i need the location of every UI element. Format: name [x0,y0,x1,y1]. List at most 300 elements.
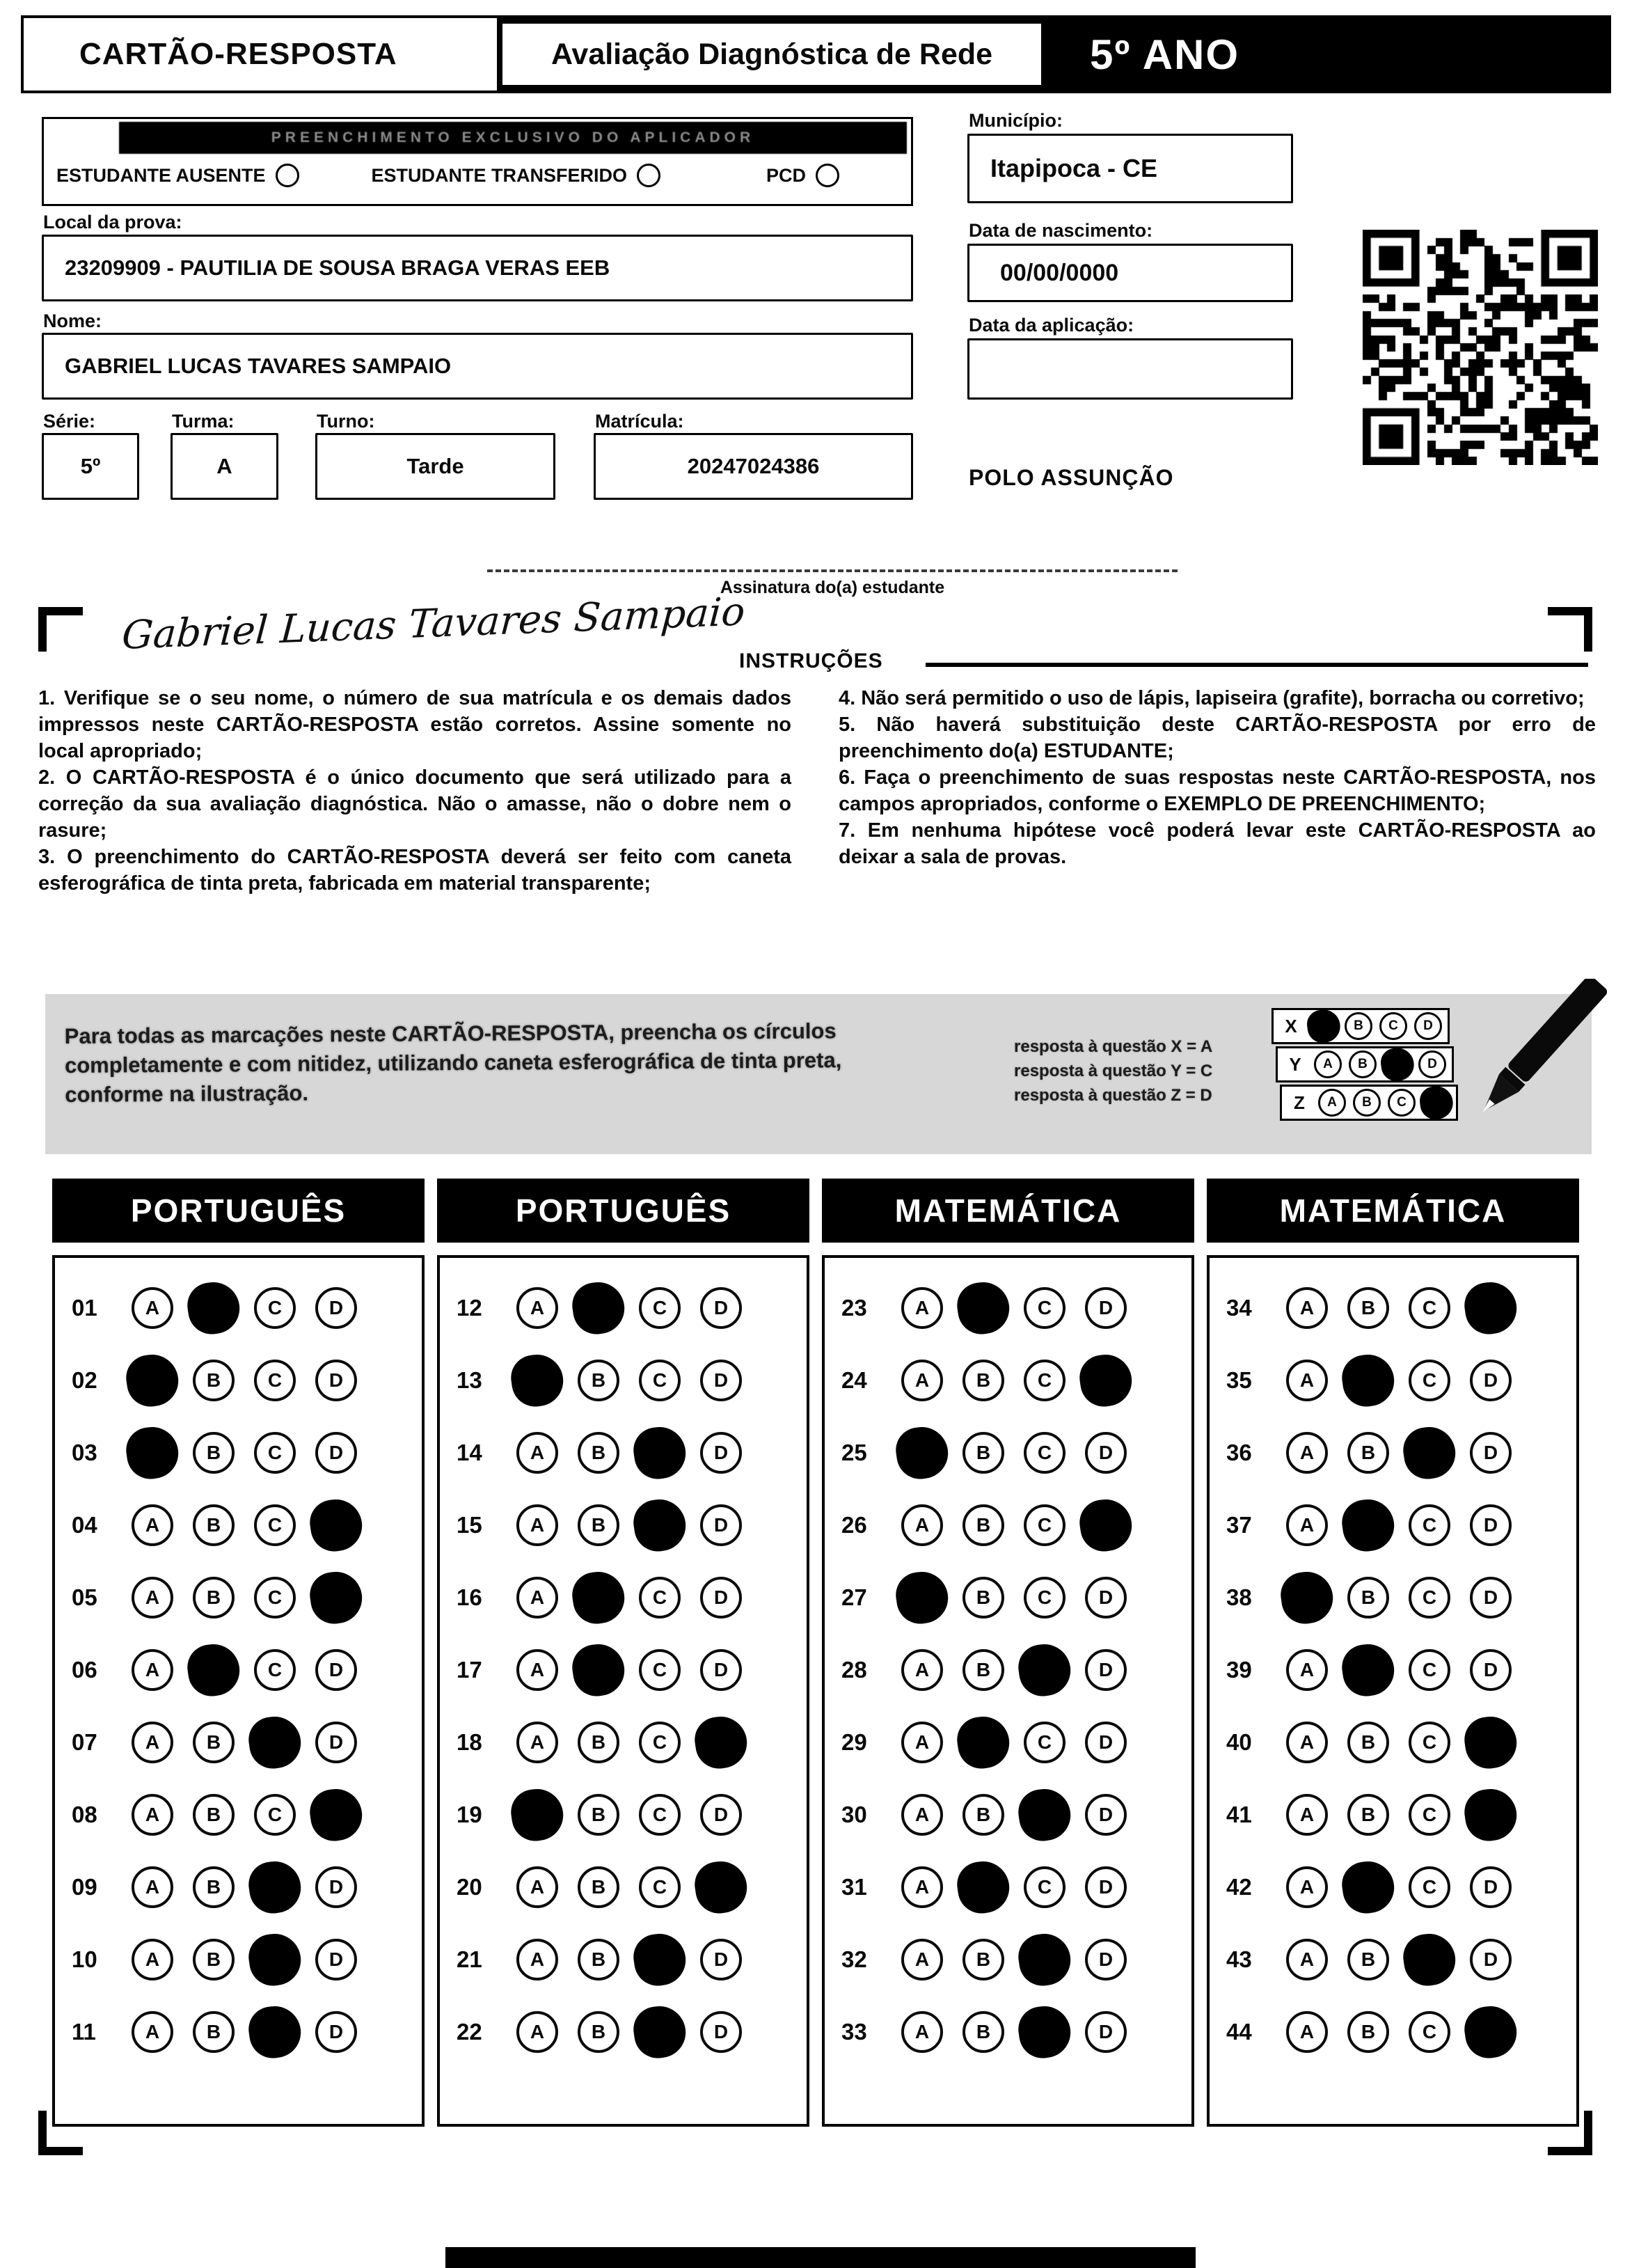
answer-bubble-40-C[interactable]: C [1409,1722,1450,1763]
instruction-item: 5. Não haverá substituição deste CARTÃO-RESPOSTA por erro de preenchimento do(a) ESTUDANTE; [839,714,1596,762]
answer-bubble-10-C[interactable] [248,1932,303,1987]
question-row-02 [72,1344,422,1417]
answer-bubble-13-D[interactable]: D [700,1360,742,1401]
answer-bubble-34-A[interactable]: A [1286,1287,1328,1329]
answer-bubble-25-C[interactable]: C [1024,1432,1065,1474]
question-row-41 [1226,1779,1576,1851]
nascimento-label: Data de nascimento: [969,220,1153,241]
answer-bubble-21-D[interactable]: D [700,1939,742,1980]
answer-bubble-08-D[interactable] [309,1788,364,1843]
answer-bubble-42-A[interactable]: A [1286,1866,1328,1908]
answer-bubble-03-B[interactable]: B [193,1432,235,1474]
answer-bubble-34-D[interactable] [1464,1281,1519,1336]
answer-bubble-40-D[interactable] [1464,1715,1519,1770]
example-bubble-Z-C: C [1388,1089,1416,1117]
question-number: 25 [841,1440,867,1465]
answer-bubble-14-A[interactable]: A [516,1432,558,1474]
answer-bubble-43-B[interactable]: B [1347,1939,1389,1980]
answer-bubble-38-A[interactable] [1280,1570,1335,1625]
corner-mark-bottom-left [38,2111,83,2155]
question-row-09 [72,1851,422,1923]
answer-column-1 [52,1179,425,2127]
question-number: 33 [841,2019,867,2045]
answer-bubble-43-A[interactable]: A [1286,1939,1328,1980]
question-row-10 [72,1923,422,1996]
answer-bubble-31-A[interactable]: A [901,1866,943,1908]
answer-bubble-39-D[interactable]: D [1470,1649,1512,1691]
answer-bubble-23-C[interactable]: C [1024,1287,1065,1329]
answer-bubble-26-B[interactable]: B [962,1504,1004,1546]
answer-bubble-16-D[interactable]: D [700,1577,742,1619]
answer-bubble-36-C[interactable] [1402,1426,1457,1481]
answer-bubble-29-D[interactable]: D [1085,1722,1127,1763]
question-number: 10 [72,1946,97,1972]
question-row-23 [841,1272,1191,1344]
answer-bubble-12-C[interactable]: C [639,1287,681,1329]
question-number: 23 [841,1295,867,1321]
answer-bubble-40-A[interactable]: A [1286,1722,1328,1763]
answer-bubble-35-C[interactable]: C [1409,1360,1450,1401]
question-row-03 [72,1417,422,1489]
signature-label: Assinatura do(a) estudante [720,578,945,597]
answer-bubble-24-C[interactable]: C [1024,1360,1065,1401]
question-number: 28 [841,1657,867,1683]
answer-bubble-08-B[interactable]: B [193,1794,235,1836]
question-row-21 [457,1923,807,1996]
fill-example-grid [1271,1008,1458,1123]
answer-bubble-27-D[interactable]: D [1085,1577,1127,1619]
corner-mark-bottom-right [1548,2111,1592,2155]
answer-bubble-34-B[interactable]: B [1347,1287,1389,1329]
answer-bubble-02-B[interactable]: B [193,1360,235,1401]
answer-bubble-37-B[interactable] [1341,1498,1396,1553]
question-row-29 [841,1706,1191,1779]
question-number: 13 [457,1367,482,1393]
example-bubble-X-D: D [1414,1012,1442,1040]
answer-bubble-11-C[interactable] [248,2005,303,2060]
question-number: 22 [457,2019,482,2045]
nome-field: GABRIEL LUCAS TAVARES SAMPAIO [42,333,913,400]
question-row-07 [72,1706,422,1779]
answer-bubble-39-B[interactable] [1341,1643,1396,1698]
question-number: 42 [1226,1874,1252,1900]
answer-bubble-41-C[interactable]: C [1409,1794,1450,1836]
answer-bubble-28-D[interactable]: D [1085,1649,1127,1691]
answer-bubble-19-C[interactable]: C [639,1794,681,1836]
question-row-33 [841,1996,1191,2068]
status-option-estudante-transferido [372,164,661,187]
question-row-27 [841,1561,1191,1634]
answer-bubble-30-A[interactable]: A [901,1794,943,1836]
status-checkbox-row [44,154,911,187]
answer-bubble-08-A[interactable]: A [132,1794,173,1836]
example-legend-line: resposta à questão Y = C [1014,1062,1213,1080]
municipio-field: Itapipoca - CE [967,134,1293,203]
qr-code [1363,230,1598,465]
answer-bubble-03-A[interactable] [125,1426,180,1481]
answer-bubble-11-D[interactable]: D [315,2011,357,2053]
answer-bubble-18-C[interactable]: C [639,1722,681,1763]
answer-bubble-21-C[interactable] [633,1932,688,1987]
answer-bubble-32-D[interactable]: D [1085,1939,1127,1980]
question-number: 37 [1226,1512,1252,1538]
answer-bubble-32-A[interactable]: A [901,1939,943,1980]
answer-bubble-05-B[interactable]: B [193,1577,235,1619]
answer-bubble-05-D[interactable] [309,1570,364,1625]
answer-bubble-29-B[interactable] [956,1715,1011,1770]
answer-bubble-06-B[interactable] [187,1643,241,1698]
answer-bubble-08-C[interactable]: C [254,1794,296,1836]
answer-bubble-20-C[interactable]: C [639,1866,681,1908]
answer-bubble-33-B[interactable]: B [962,2011,1004,2053]
question-number: 09 [72,1874,97,1900]
answer-bubble-13-C[interactable]: C [639,1360,681,1401]
corner-mark-top-left [38,607,83,652]
fill-example-legend [1014,1034,1251,1108]
answer-bubble-24-A[interactable]: A [901,1360,943,1401]
turno-label: Turno: [317,411,375,432]
question-number: 19 [457,1802,482,1827]
answer-bubble-44-D[interactable] [1464,2005,1519,2060]
answer-bubble-09-A[interactable]: A [132,1866,173,1908]
example-row-label: Y [1289,1053,1301,1075]
answer-bubble-04-D[interactable] [309,1498,364,1553]
example-bubble-X-B: B [1345,1012,1372,1040]
answer-bubble-09-D[interactable]: D [315,1866,357,1908]
answer-bubble-12-A[interactable]: A [516,1287,558,1329]
question-number: 02 [72,1367,97,1393]
answer-bubble-43-D[interactable]: D [1470,1939,1512,1980]
answer-bubble-07-A[interactable]: A [132,1722,173,1763]
answer-bubble-20-A[interactable]: A [516,1866,558,1908]
answer-bubble-34-C[interactable]: C [1409,1287,1450,1329]
answer-bubble-03-D[interactable]: D [315,1432,357,1474]
answer-bubble-36-D[interactable]: D [1470,1432,1512,1474]
question-row-31 [841,1851,1191,1923]
answer-bubble-44-C[interactable]: C [1409,2011,1450,2053]
instructions-rule [926,663,1588,667]
answer-bubble-13-B[interactable]: B [578,1360,619,1401]
answer-bubble-01-B[interactable] [187,1281,241,1336]
answer-bubble-04-B[interactable]: B [193,1504,235,1546]
question-number: 36 [1226,1440,1252,1465]
answer-bubble-09-C[interactable] [248,1860,303,1915]
answer-bubble-38-D[interactable]: D [1470,1577,1512,1619]
question-number: 05 [72,1584,97,1610]
answer-bubble-40-B[interactable]: B [1347,1722,1389,1763]
answer-column-box [437,1255,809,2127]
answer-bubble-28-A[interactable]: A [901,1649,943,1691]
answer-bubble-32-B[interactable]: B [962,1939,1004,1980]
answer-bubble-02-D[interactable]: D [315,1360,357,1401]
answer-bubble-15-C[interactable] [633,1498,688,1553]
answer-bubble-31-C[interactable]: C [1024,1866,1065,1908]
answer-bubble-14-D[interactable]: D [700,1432,742,1474]
example-row-Y [1276,1046,1454,1082]
answer-bubble-22-B[interactable]: B [578,2011,619,2053]
answer-bubble-22-C[interactable] [633,2005,688,2060]
answer-bubble-14-C[interactable] [633,1426,688,1481]
fill-example-text: Para todas as marcações neste CARTÃO-RESPOSTA, preencha os círculos completamente e com nitidez, utilizando caneta esferográfica de tinta preta, conforme na ilustração. [64,1018,842,1108]
answer-bubble-28-C[interactable] [1017,1643,1072,1698]
answer-bubble-19-A[interactable] [510,1788,565,1843]
example-bubble-Z-D [1418,1085,1455,1121]
answer-grid [52,1179,1579,2127]
answer-bubble-44-B[interactable]: B [1347,2011,1389,2053]
answer-bubble-43-C[interactable] [1402,1932,1457,1987]
answer-bubble-17-B[interactable] [571,1643,626,1698]
question-row-25 [841,1417,1191,1489]
answer-bubble-15-A[interactable]: A [516,1504,558,1546]
status-option-label: ESTUDANTE TRANSFERIDO [371,164,628,186]
answer-column-title: PORTUGUÊS [52,1179,425,1243]
answer-bubble-41-B[interactable]: B [1347,1794,1389,1836]
instruction-item: 4. Não será permitido o uso de lápis, lapiseira (grafite), borracha ou corretivo; [839,687,1585,709]
answer-bubble-20-B[interactable]: B [578,1866,619,1908]
answer-bubble-21-B[interactable]: B [578,1939,619,1980]
example-bubble-Y-B: B [1349,1050,1377,1078]
example-legend-line: resposta à questão X = A [1014,1037,1213,1056]
question-row-13 [457,1344,807,1417]
answer-bubble-41-D[interactable] [1464,1788,1519,1843]
example-row-label: Z [1294,1092,1305,1113]
answer-bubble-02-C[interactable]: C [254,1360,296,1401]
question-row-18 [457,1706,807,1779]
example-bubble-X-A [1306,1008,1342,1045]
answer-bubble-25-B[interactable]: B [962,1432,1004,1474]
answer-bubble-27-C[interactable]: C [1024,1577,1065,1619]
answer-bubble-37-C[interactable]: C [1409,1504,1450,1546]
answer-bubble-06-A[interactable]: A [132,1649,173,1691]
corner-mark-top-right [1548,607,1592,652]
answer-bubble-25-A[interactable] [895,1426,950,1481]
answer-column-title: MATEMÁTICA [1207,1179,1579,1243]
answer-bubble-26-A[interactable]: A [901,1504,943,1546]
fill-example-section [45,994,1592,1154]
question-row-17 [457,1634,807,1706]
question-row-01 [72,1272,422,1344]
answer-bubble-13-A[interactable] [510,1353,565,1408]
answer-bubble-29-A[interactable]: A [901,1722,943,1763]
answer-bubble-23-D[interactable]: D [1085,1287,1127,1329]
answer-bubble-27-B[interactable]: B [962,1577,1004,1619]
status-option-label: PCD [766,164,807,186]
question-number: 11 [72,2019,96,2045]
answer-bubble-33-A[interactable]: A [901,2011,943,2053]
answer-bubble-39-C[interactable]: C [1409,1649,1450,1691]
answer-bubble-18-D[interactable] [694,1715,749,1770]
answer-bubble-32-C[interactable] [1017,1932,1072,1987]
answer-bubble-38-C[interactable]: C [1409,1577,1450,1619]
answer-bubble-21-A[interactable]: A [516,1939,558,1980]
answer-bubble-17-A[interactable]: A [516,1649,558,1691]
answer-bubble-36-B[interactable]: B [1347,1432,1389,1474]
question-row-26 [841,1489,1191,1561]
answer-bubble-14-B[interactable]: B [578,1432,619,1474]
instruction-item: 1. Verifique se o seu nome, o número de sua matrícula e os demais dados impressos neste CARTÃO-RESPOSTA estão corretos. Assine somente no local apropriado; [38,687,791,762]
answer-bubble-07-D[interactable]: D [315,1722,357,1763]
example-bubble-Y-A: A [1314,1050,1342,1078]
question-row-24 [841,1344,1191,1417]
question-row-20 [457,1851,807,1923]
answer-bubble-05-A[interactable]: A [132,1577,173,1619]
question-row-14 [457,1417,807,1489]
answer-bubble-18-B[interactable]: B [578,1722,619,1763]
local-field: 23209909 - PAUTILIA DE SOUSA BRAGA VERAS EEB [42,235,913,301]
answer-column-3 [822,1179,1194,2127]
answer-bubble-10-A[interactable]: A [132,1939,173,1980]
question-row-40 [1226,1706,1576,1779]
answer-bubble-01-D[interactable]: D [315,1287,357,1329]
answer-bubble-33-D[interactable]: D [1085,2011,1127,2053]
answer-bubble-37-D[interactable]: D [1470,1504,1512,1546]
answer-bubble-17-C[interactable]: C [639,1649,681,1691]
question-row-22 [457,1996,807,2068]
answer-bubble-26-C[interactable]: C [1024,1504,1065,1546]
answer-bubble-06-C[interactable]: C [254,1649,296,1691]
answer-bubble-09-B[interactable]: B [193,1866,235,1908]
answer-bubble-11-A[interactable]: A [132,2011,173,2053]
answer-bubble-01-C[interactable]: C [254,1287,296,1329]
question-number: 14 [457,1440,482,1465]
answer-bubble-03-C[interactable]: C [254,1432,296,1474]
answer-bubble-31-D[interactable]: D [1085,1866,1127,1908]
answer-bubble-15-B[interactable]: B [578,1504,619,1546]
matricula-label: Matrícula: [595,411,684,432]
answer-bubble-28-B[interactable]: B [962,1649,1004,1691]
answer-bubble-27-A[interactable] [895,1570,950,1625]
answer-bubble-22-D[interactable]: D [700,2011,742,2053]
example-row-X [1271,1008,1450,1044]
question-number: 20 [457,1874,482,1900]
answer-bubble-42-B[interactable] [1341,1860,1396,1915]
example-row-label: X [1285,1015,1297,1037]
answer-bubble-35-B[interactable] [1341,1353,1396,1408]
question-row-19 [457,1779,807,1851]
answer-bubble-39-A[interactable]: A [1286,1649,1328,1691]
answer-column-4 [1207,1179,1579,2127]
question-number: 41 [1226,1802,1252,1827]
question-number: 12 [457,1295,482,1321]
answer-bubble-01-A[interactable]: A [132,1287,173,1329]
bottom-registration-bar [445,2247,1196,2268]
answer-bubble-26-D[interactable] [1079,1498,1134,1553]
question-number: 08 [72,1802,97,1827]
answer-bubble-44-A[interactable]: A [1286,2011,1328,2053]
answer-bubble-12-D[interactable]: D [700,1287,742,1329]
answer-bubble-24-B[interactable]: B [962,1360,1004,1401]
answer-bubble-04-A[interactable]: A [132,1504,173,1546]
answer-bubble-16-B[interactable] [571,1570,626,1625]
question-row-43 [1226,1923,1576,1996]
answer-bubble-20-D[interactable] [694,1860,749,1915]
answer-bubble-18-A[interactable]: A [516,1722,558,1763]
example-legend-line: resposta à questão Z = D [1014,1086,1212,1105]
status-option-bubble[interactable] [276,164,299,187]
answer-bubble-02-A[interactable] [125,1353,180,1408]
question-row-04 [72,1489,422,1561]
answer-bubble-07-C[interactable] [248,1715,303,1770]
serie-field: 5º [42,433,139,500]
example-bubble-Y-D: D [1418,1050,1446,1078]
answer-column-box [1207,1255,1579,2127]
question-number: 38 [1226,1584,1252,1610]
answer-bubble-06-D[interactable]: D [315,1649,357,1691]
question-row-30 [841,1779,1191,1851]
turno-field: Tarde [315,433,555,500]
status-option-bubble[interactable] [637,164,660,187]
aplicacao-label: Data da aplicação: [969,315,1134,336]
question-row-38 [1226,1561,1576,1634]
answer-bubble-23-A[interactable]: A [901,1287,943,1329]
answer-bubble-41-A[interactable]: A [1286,1794,1328,1836]
answer-bubble-35-A[interactable]: A [1286,1360,1328,1401]
answer-bubble-05-C[interactable]: C [254,1577,296,1619]
answer-bubble-37-A[interactable]: A [1286,1504,1328,1546]
answer-bubble-12-B[interactable] [571,1281,626,1336]
answer-bubble-30-C[interactable] [1017,1788,1072,1843]
answer-bubble-19-D[interactable]: D [700,1794,742,1836]
answer-bubble-38-B[interactable]: B [1347,1577,1389,1619]
question-row-28 [841,1634,1191,1706]
answer-bubble-30-B[interactable]: B [962,1794,1004,1836]
question-row-32 [841,1923,1191,1996]
answer-bubble-15-D[interactable]: D [700,1504,742,1546]
answer-bubble-29-C[interactable]: C [1024,1722,1065,1763]
question-row-08 [72,1779,422,1851]
answer-bubble-24-D[interactable] [1079,1353,1134,1408]
example-bubble-Y-C [1379,1046,1416,1083]
instructions-right-column [839,685,1596,870]
answer-bubble-16-A[interactable]: A [516,1577,558,1619]
answer-column-box [822,1255,1194,2127]
nascimento-field: 00/00/0000 [967,244,1293,302]
nome-label: Nome: [43,310,102,331]
answer-bubble-07-B[interactable]: B [193,1722,235,1763]
answer-bubble-30-D[interactable]: D [1085,1794,1127,1836]
question-number: 40 [1226,1729,1252,1755]
answer-bubble-36-A[interactable]: A [1286,1432,1328,1474]
question-row-44 [1226,1996,1576,2068]
answer-bubble-31-B[interactable] [956,1860,1011,1915]
municipio-label: Município: [969,110,1063,131]
instruction-item: 3. O preenchimento do CARTÃO-RESPOSTA deverá ser feito com caneta esferográfica de tinta preta, fabricada em material transparente; [38,846,791,895]
student-signature: Gabriel Lucas Tavares Sampaio [120,589,747,659]
question-row-16 [457,1561,807,1634]
answer-bubble-42-C[interactable]: C [1409,1866,1450,1908]
answer-bubble-11-B[interactable]: B [193,2011,235,2053]
answer-bubble-22-A[interactable]: A [516,2011,558,2053]
answer-bubble-17-D[interactable]: D [700,1649,742,1691]
turma-field: A [171,433,278,500]
answer-bubble-10-D[interactable]: D [315,1939,357,1980]
answer-bubble-35-D[interactable]: D [1470,1360,1512,1401]
question-number: 17 [457,1657,482,1683]
answer-bubble-19-B[interactable]: B [578,1794,619,1836]
answer-bubble-04-C[interactable]: C [254,1504,296,1546]
answer-bubble-25-D[interactable]: D [1085,1432,1127,1474]
question-row-11 [72,1996,422,2068]
answer-bubble-33-C[interactable] [1017,2005,1072,2060]
answer-bubble-16-C[interactable]: C [639,1577,681,1619]
answer-bubble-23-B[interactable] [956,1281,1011,1336]
answer-bubble-10-B[interactable]: B [193,1939,235,1980]
status-option-bubble[interactable] [816,164,839,187]
instruction-item: 7. Em nenhuma hipótese você poderá levar este CARTÃO-RESPOSTA ao deixar a sala de provas. [839,819,1596,868]
example-bubble-Z-B: B [1353,1089,1381,1117]
answer-bubble-42-D[interactable]: D [1470,1866,1512,1908]
question-number: 01 [72,1295,97,1321]
